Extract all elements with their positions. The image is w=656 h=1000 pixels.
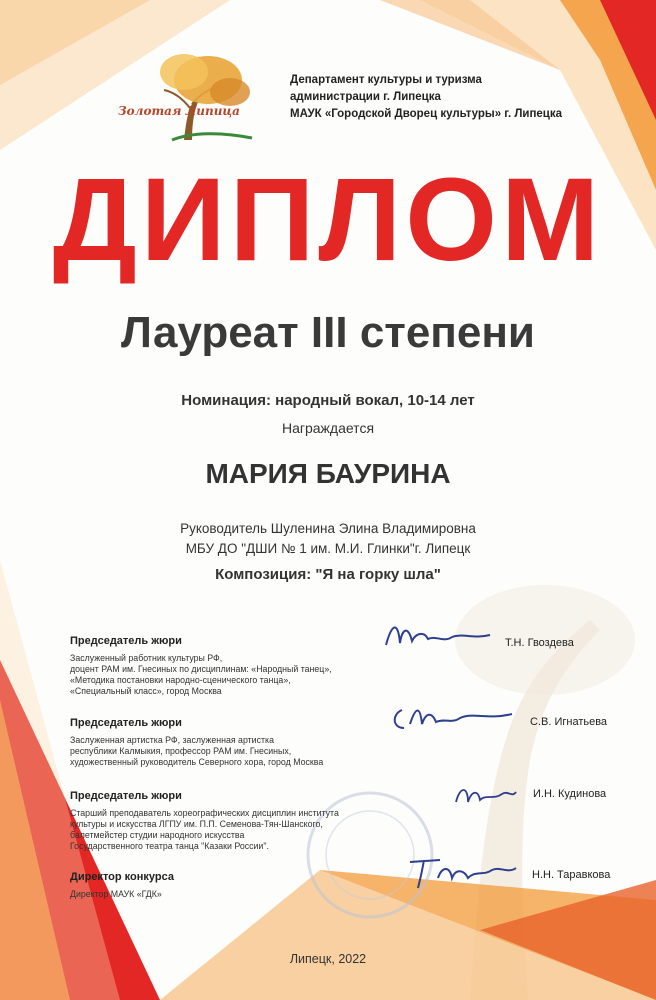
jury-desc-line: Государственного театра танца "Казаки России". xyxy=(70,841,269,851)
jury-desc-line: Заслуженная артистка РФ, заслуженная артистка xyxy=(70,735,274,745)
awarded-label: Награждается xyxy=(281,420,375,436)
laureate-degree: Лауреат III степени xyxy=(121,308,535,357)
organizer-line: МАУК «Городской Дворец культуры» г. Липецка xyxy=(290,108,563,120)
logo-text: Золотая Липица xyxy=(118,104,240,118)
jury-name: С.В. Игнатьева xyxy=(530,716,608,728)
organizer-line: Департамент культуры и туризма xyxy=(290,74,482,86)
jury-desc-line: «Методика постановки народно-сценического танца», xyxy=(70,675,291,685)
jury-description xyxy=(70,889,380,900)
jury-description xyxy=(70,653,380,697)
jury-name: Т.Н. Гвоздева xyxy=(505,637,574,649)
signature-icon xyxy=(378,615,498,661)
jury-desc-line: культуры и искусства ЛГПУ им. П.П. Семенова-Тян-Шанского, xyxy=(70,819,323,829)
composition: Композиция: "Я на горку шла" xyxy=(215,566,441,583)
tree-logo-icon xyxy=(112,52,262,144)
signature-icon xyxy=(450,776,520,812)
leader-line: Руководитель Шуленина Элина Владимировна xyxy=(180,521,476,536)
organizer-line: администрации г. Липецка xyxy=(290,91,441,103)
jury-desc-line: «Специальный класс», город Москва xyxy=(70,686,222,696)
jury-description xyxy=(70,735,380,768)
signature-icon xyxy=(388,698,518,738)
footer-place-date: Липецк, 2022 xyxy=(289,952,367,966)
jury-desc-line: доцент РАМ им. Гнесиных по дисциплинам: «Народный танец», xyxy=(70,664,332,674)
jury-desc-line: художественный руководитель Северного хора, город Москва xyxy=(70,757,324,767)
jury-role: Председатель жюри xyxy=(70,790,182,802)
jury-desc-line: Директор МАУК «ГДК» xyxy=(70,889,162,899)
signature-icon xyxy=(400,848,520,892)
jury-role: Директор конкурса xyxy=(70,871,174,883)
jury-role: Председатель жюри xyxy=(70,717,182,729)
organizer-block xyxy=(290,72,562,123)
jury-desc-line: Старший преподаватель хореографических дисциплин института xyxy=(70,808,339,818)
jury-name: Н.Н. Таравкова xyxy=(532,869,611,881)
jury-desc-line: Заслуженный работник культуры РФ, xyxy=(70,653,223,663)
diploma-title: ДИПЛОМ xyxy=(52,154,604,286)
recipient-name: МАРИЯ БАУРИНА xyxy=(205,458,451,489)
leader-line: МБУ ДО "ДШИ № 1 им. М.И. Глинки"г. Липецк xyxy=(185,541,471,556)
jury-block xyxy=(70,717,380,768)
jury-desc-line: республики Калмыкия, профессор РАМ им. Гнесиных, xyxy=(70,746,292,756)
jury-block xyxy=(70,790,380,852)
nomination: Номинация: народный вокал, 10-14 лет xyxy=(181,392,475,409)
jury-role: Председатель жюри xyxy=(70,635,182,647)
jury-block xyxy=(70,871,380,900)
jury-description xyxy=(70,808,380,852)
jury-desc-line: балетмейстер студии народного искусства xyxy=(70,830,245,840)
jury-name: И.Н. Кудинова xyxy=(533,788,607,800)
leader-block xyxy=(0,519,656,559)
jury-block xyxy=(70,635,380,697)
